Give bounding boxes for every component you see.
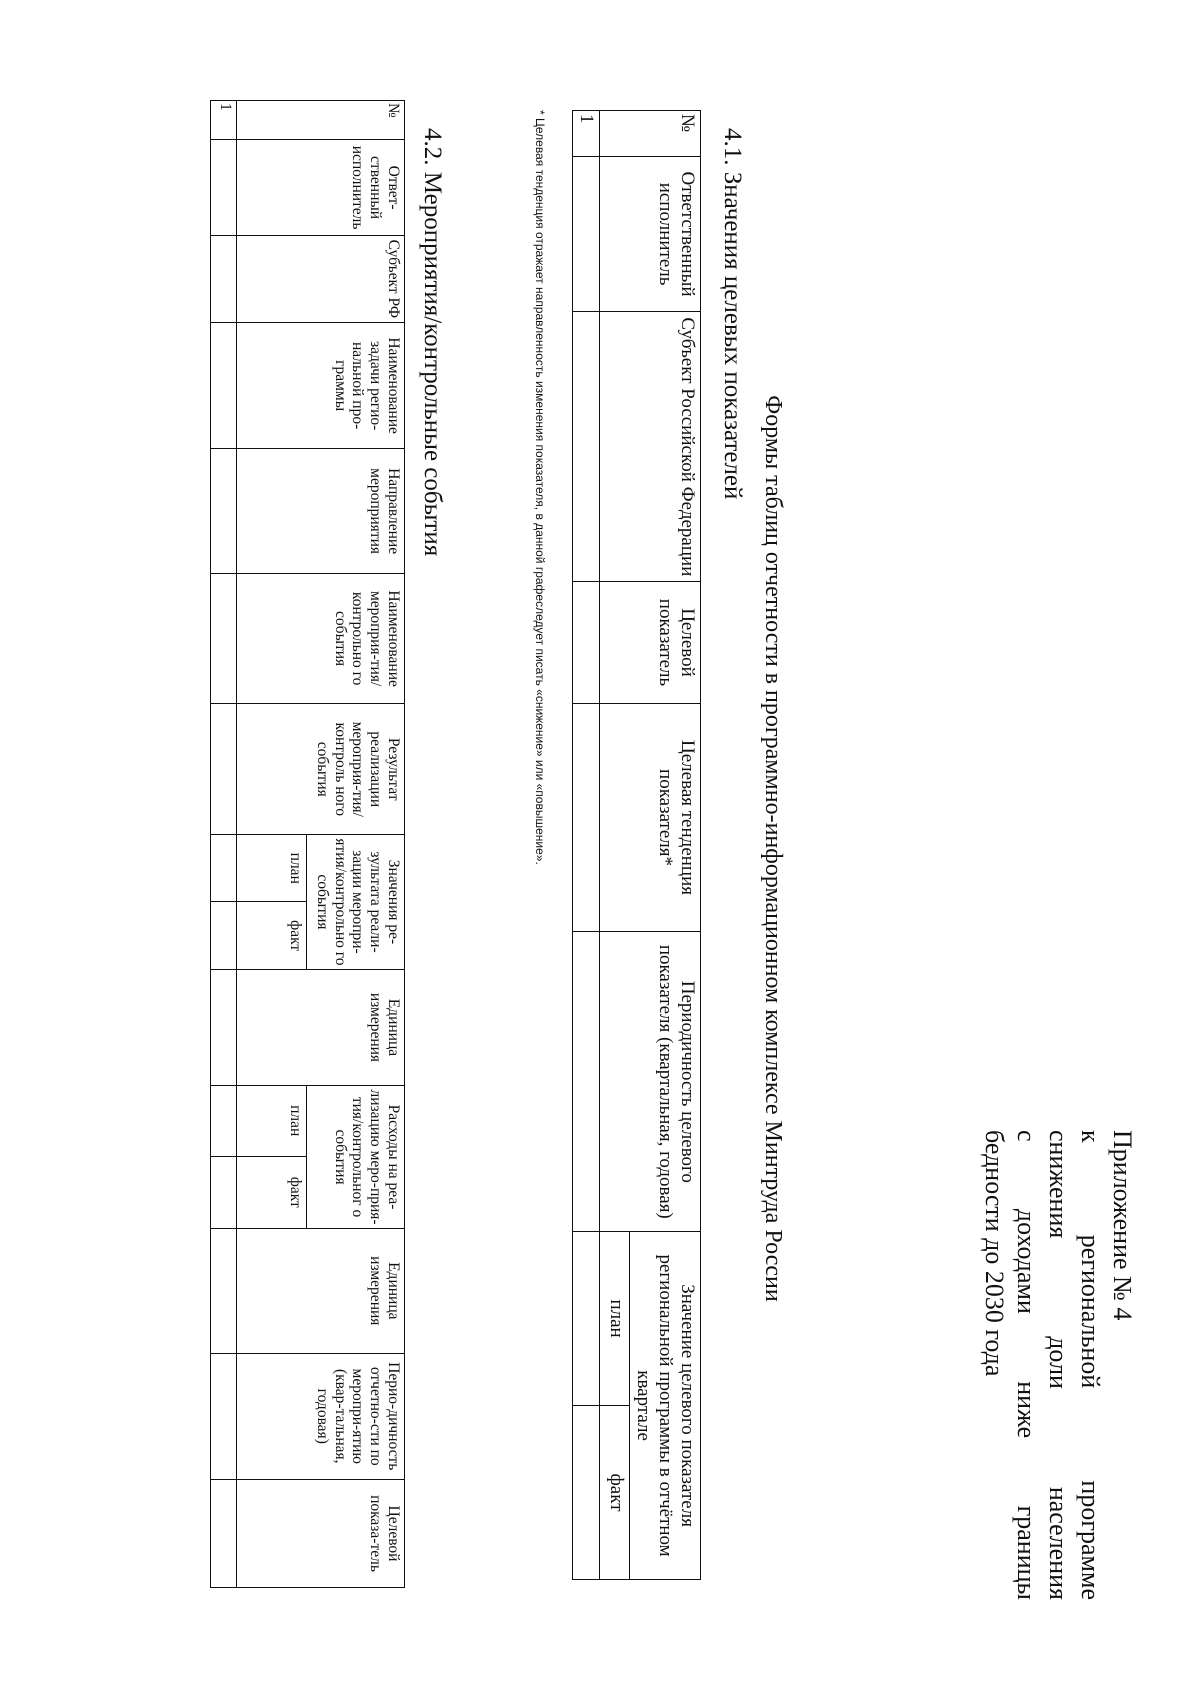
table-cell (211, 1229, 237, 1353)
table-cell (211, 573, 237, 704)
col2-result-values: Значения ре-зультата реали-зации меропри-ятия/контрольно го события (307, 835, 405, 970)
col-subject: Субъект Российской Федерации (600, 312, 701, 582)
table-cell (211, 835, 237, 902)
col2-result: Результат реализации мероприя-тия/контроль ного события (237, 704, 405, 835)
col2-unit-2: Единица измерения (237, 1229, 405, 1353)
table-cell (211, 449, 237, 573)
table-cell (573, 1232, 600, 1406)
col2-subject: Субъект РФ (237, 235, 405, 322)
col2-responsible: Ответ-ственный исполнитель (237, 140, 405, 235)
col-value: Значение целевого показателя региональной программы в отчётном квартале (630, 1232, 701, 1580)
col2-activity-name: Наименование мероприя-тия/контрольно го события (237, 573, 405, 704)
activities-table (210, 100, 405, 1588)
subcol2-fact: факт (237, 902, 307, 969)
table-cell (211, 235, 237, 322)
table-cell (573, 312, 600, 582)
table-cell (573, 1406, 600, 1580)
footnote: * Целевая тенденция отражает направленность изменения показателя, в данной графеследует писать «снижение» или «повышение». (533, 110, 547, 865)
table-cell (211, 704, 237, 835)
table-cell (211, 969, 237, 1085)
col2-expenses: Расходы на реа-лизацию меро-прия-тия/контрольног о события (307, 1086, 405, 1229)
table-cell (211, 1480, 237, 1588)
appendix-block (978, 1130, 1138, 1600)
table-cell (211, 1353, 237, 1480)
table-cell (573, 703, 600, 932)
appendix-line-3: снижения доли населения (1044, 1130, 1073, 1600)
col2-direction: Направление мероприятия (237, 449, 405, 573)
subcol2-fact: факт (237, 1156, 307, 1229)
col2-periodicity: Перио-дичность отчетно-сти по меропри-ятию (квар-тальная, годовая) (237, 1353, 405, 1480)
col-trend: Целевая тенденция показателя* (600, 703, 701, 932)
appendix-line-2: к региональной программе (1076, 1130, 1105, 1600)
table-cell (211, 1086, 237, 1157)
table-cell (211, 902, 237, 969)
table-row-number: 1 (211, 101, 237, 140)
col-number: № (600, 111, 701, 157)
table-cell (573, 932, 600, 1232)
subcol-plan: план (600, 1232, 630, 1406)
table-cell (211, 140, 237, 235)
appendix-line-5: бедности до 2030 года (980, 1130, 1009, 1377)
subcol-fact: факт (600, 1406, 630, 1580)
col-indicator: Целевой показатель (600, 582, 701, 703)
rotated-page (16, 20, 1176, 1677)
col2-task: Наименование задачи регио-нальной про-граммы (237, 322, 405, 449)
target-indicators-table (572, 110, 701, 1580)
table-cell (573, 582, 600, 703)
section1-heading: 4.1. Значения целевых показателей (719, 128, 746, 500)
table-row-number: 1 (573, 111, 600, 157)
col2-number: № (237, 101, 405, 140)
section2-heading: 4.2. Мероприятия/контрольные события (419, 128, 446, 557)
col2-indicator: Целевой показа-тель (237, 1480, 405, 1588)
appendix-line-1: Приложение № 4 (1108, 1130, 1137, 1321)
subcol2-plan: план (237, 835, 307, 902)
col2-unit: Единица измерения (237, 969, 405, 1085)
subcol2-plan: план (237, 1086, 307, 1157)
page-title: Формы таблиц отчетности в программно-информационном комплексе Минтруда России (760, 395, 786, 1302)
col-responsible: Ответственный исполнитель (600, 156, 701, 312)
appendix-line-4: с доходами ниже границы (1012, 1130, 1041, 1600)
table-cell (211, 1156, 237, 1229)
table-cell (573, 156, 600, 312)
table-cell (211, 322, 237, 449)
col-periodicity: Периодичность целевого показателя (квартальная, годовая) (600, 932, 701, 1232)
